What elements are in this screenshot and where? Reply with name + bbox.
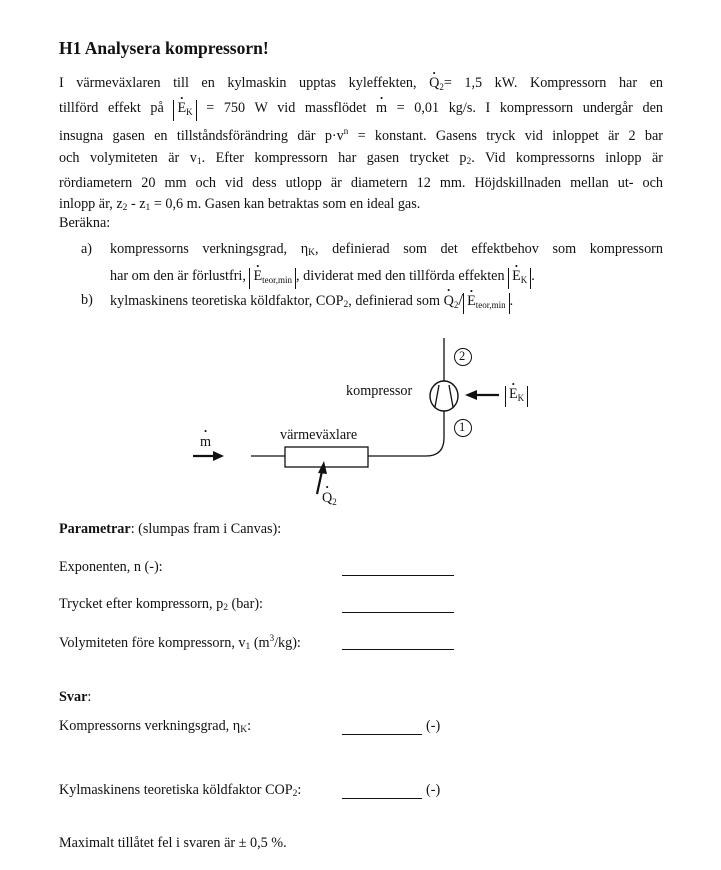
answers-heading: Svar:: [59, 689, 92, 705]
compressor-icon: [430, 381, 458, 411]
description-line-3: insugna gasen en tillståndsförändring där $p\cdot v^n$ = konstant. Gasens tryck vid inloppet är 2 bar: [59, 126, 663, 145]
param-exponent-field[interactable]: [342, 561, 454, 576]
answer-efficiency-unit: (-): [426, 718, 441, 734]
Q2-symbol: · Q: [444, 290, 454, 313]
EK-symbol: · $E_K$: [508, 268, 531, 289]
description-line-5: rördiametern 20 mm och vid dess utlopp är diametern 12 mm. Höjdskillnaden mellan ut- och: [59, 174, 663, 191]
param-row-pressure: Trycket efter kompressorn, $p_2$ (bar):: [59, 596, 263, 613]
problem-title: H1 Analysera kompressorn!: [59, 38, 269, 58]
state-2-marker: [455, 349, 472, 366]
heat-exchanger-box: [285, 447, 368, 467]
param-pressure-field[interactable]: [342, 598, 454, 613]
problem-description: [59, 73, 663, 219]
parameters-heading: Parametrar: (slumpas fram i Canvas):: [59, 521, 282, 537]
tolerance-note: Maximalt tillåtet fel i svaren är ± 0,5 %.: [59, 835, 287, 851]
answer-cop-unit: (-): [426, 782, 441, 798]
answer-row-efficiency: Kompressorns verkningsgrad, $\eta_K$:: [59, 718, 252, 735]
description-line-2: tillförd effekt på · $E_K = 750$ W vid massflödet · m = 0,01 kg/s. I kompressorn undergår den: [59, 98, 663, 121]
state-1-marker: [455, 420, 472, 437]
description-line-1: I värmeväxlaren till en kylmaskin upptas kyleffekten, · $Q_2= 1,5$ kW. Kompressorn har en: [59, 73, 663, 98]
mass-flow-label: · m: [200, 434, 211, 451]
description-line-4: och volymiteten är $v_1$. Efter kompressorn har gasen trycket $p_2$. Vid kompressorns inlopp är: [59, 149, 663, 167]
heat-label: · $Q_2$: [322, 490, 337, 507]
state-1-label: 1: [459, 420, 466, 434]
task-b: b) kylmaskinens teoretiska köldfaktor, $COP_2$, definierad som · $Q_2/ \cdot E_{teor,min}$ .: [81, 289, 663, 317]
mass-flow-arrow-icon: [193, 451, 224, 461]
calculate-heading: Beräkna:: [59, 215, 111, 231]
EK-abs-symbol: · $E_K$: [173, 100, 196, 121]
compressor-label: kompressor: [346, 383, 413, 399]
E-teor-min-symbol: · $E_{teor,min}$: [463, 293, 510, 314]
mass-flow-symbol: · m: [376, 98, 387, 119]
power-input-arrow-icon: [465, 390, 499, 400]
E-teor-min-symbol: · $E_{teor,min}$: [249, 268, 296, 289]
heat-exchanger-label: värmeväxlare: [280, 427, 358, 443]
power-label: · $E_K$: [505, 386, 528, 407]
heat-input-arrow-icon: [317, 461, 327, 494]
answer-row-cop: Kylmaskinens teoretiska köldfaktor $COP_2$:: [59, 782, 302, 799]
task-a: a) kompressorns verkningsgrad, $\eta_K$, definierad som det effektbehov som kompressorn har om den är förlustfri, · $E_{teor,min}$ , dividerat med den tillförda effekten · $E_K$ .: [81, 238, 663, 289]
calculate-list: [81, 238, 663, 316]
answer-efficiency-field[interactable]: [342, 720, 422, 735]
param-row-volume: Volymiteten före kompressorn, $v_1$ $(m^3/kg)$:: [59, 633, 301, 652]
task-a-marker: a): [81, 241, 93, 257]
answer-cop-field[interactable]: [342, 784, 422, 799]
param-volume-field[interactable]: [342, 635, 454, 650]
task-b-marker: b): [81, 291, 93, 308]
description-line-6: inlopp är, $z_2 - z_1 = 0,6$ m. Gasen kan betraktas som en ideal gas.: [59, 196, 421, 214]
param-row-exponent: Exponenten, n (-):: [59, 559, 163, 575]
Q2-symbol: · Q: [429, 73, 439, 94]
state-2-label: 2: [459, 349, 466, 363]
